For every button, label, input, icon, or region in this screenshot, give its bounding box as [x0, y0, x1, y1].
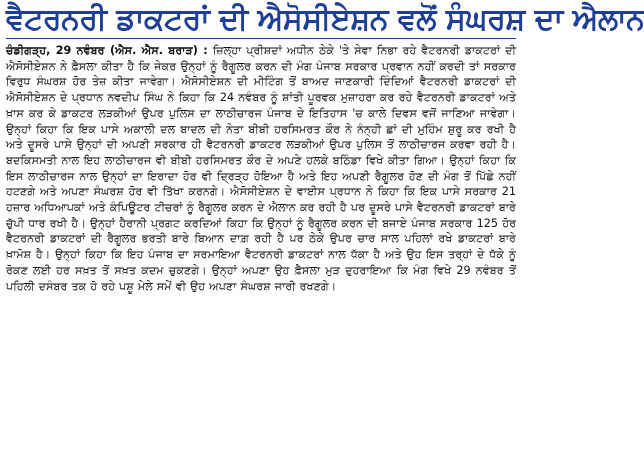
article-body-container: [6, 43, 516, 294]
headline: ਵੈਟਰਨਰੀ ਡਾਕਟਰਾਂ ਦੀ ਐਸੋਸੀਏਸ਼ਨ ਵਲੋਂ ਸੰਘਰਸ਼ ਦਾ ਐਲਾਨ: [6, 2, 644, 37]
article-body: ਜ਼ਿਲ੍ਹਾ ਪ੍ਰੀਸ਼ਦਾਂ ਅਧੀਨ ਠੇਕੇ 'ਤੇ ਸੇਵਾ ਨਿਭਾ ਰਹੇ ਵੈਟਰਨਰੀ ਡਾਕਟਰਾਂ ਦੀ ਐਸੋਸੀਏਸ਼ਨ ਨੇ ਫ਼ੈਸਲਾ ਕੀਤਾ ਹੈ ਕਿ ਜੇਕਰ ਉਨ੍ਹਾਂ ਨੂੰ ਰੈਗੂਲਰ ਕਰਨ ਦੀ ਮੰਗ ਪੰਜਾਬ ਸਰਕਾਰ ਪ੍ਰਵਾਨ ਨਹੀਂ ਕਰਦੀ ਤਾਂ ਸਰਕਾਰ ਵਿਰੁਧ ਸੰਘਰਸ਼ ਹੋਰ ਤੇਜ਼ ਕੀਤਾ ਜਾਵੇਗਾ। ਐਸੋਸੀਏਸ਼ਨ ਦੀ ਮੀਟਿੰਗ ਤੋਂ ਬਾਅਦ ਜਾਣਕਾਰੀ ਦਿੰਦਿਆਂ ਵੈਟਰਨਰੀ ਡਾਕਟਰਾਂ ਦੀ ਐਸੋਸੀਏਸ਼ਨ ਦੇ ਪ੍ਰਧਾਨ ਨਵਦੀਪ ਸਿੰਘ ਨੇ ਕਿਹਾ ਕਿ 24 ਨਵੰਬਰ ਨੂੰ ਸ਼ਾਂਤੀ ਪੂਰਵਕ ਮੁਜ਼ਾਹਰਾ ਕਰ ਰਹੇ ਵੈਟਰਨਰੀ ਡਾਕਟਰਾਂ ਅਤੇ ਖ਼ਾਸ ਕਰ ਕੇ ਡਾਕਟਰ ਲੜਕੀਆਂ ਉਪਰ ਪੁਲਿਸ ਦਾ ਲਾਠੀਚਾਰਜ ਪੰਜਾਬ ਦੇ ਇਤਿਹਾਸ 'ਚ ਕਾਲੇ ਦਿਵਸ ਵਜੋਂ ਜਾਣਿਆ ਜਾਵੇਗਾ। ਉਨ੍ਹਾਂ ਕਿਹਾ ਕਿ ਇਕ ਪਾਸੇ ਅਕਾਲੀ ਦਲ ਬਾਦਲ ਦੀ ਨੇਤਾ ਬੀਬੀ ਹਰਸਿਮਰਤ ਕੌਰ ਨੇ ਨੰਨ੍ਹੀ ਛਾਂ ਦੀ ਮੁਹਿੰਮ ਸ਼ੁਰੂ ਕਰ ਰਖੀ ਹੈ ਅਤੇ ਦੂਸਰੇ ਪਾਸੇ ਉਨ੍ਹਾਂ ਦੀ ਅਪਣੀ ਸਰਕਾਰ ਹੀ ਵੈਟਰਨਰੀ ਡਾਕਟਰ ਲੜਕੀਆਂ ਉਪਰ ਪੁਲਿਸ ਤੋਂ ਲਾਠੀਚਾਰਜ ਕਰਵਾ ਰਹੀ ਹੈ। ਬਦਕਿਸਮਤੀ ਨਾਲ ਇਹ ਲਾਠੀਚਾਰਜ ਵੀ ਬੀਬੀ ਹਰਸਿਮਰਤ ਕੌਰ ਦੇ ਅਪਣੇ ਹਲਕੇ ਬਠਿੰਡਾ ਵਿਖੇ ਕੀਤਾ ਗਿਆ। ਉਨ੍ਹਾਂ ਕਿਹਾ ਕਿ ਇਸ ਲਾਠੀਚਾਰਜ ਨਾਲ ਉਨ੍ਹਾਂ ਦਾ ਇਰਾਦਾ ਹੋਰ ਵੀ ਦ੍ਰਿੜ੍ਹ ਹੋਇਆ ਹੈ ਅਤੇ ਇਹ ਅਪਣੀ ਰੈਗੂਲਰ ਹੋਣ ਦੀ ਮੰਗ ਤੋਂ ਪਿੱਛੇ ਨਹੀਂ ਹਟਣਗੇ ਅਤੇ ਅਪਣਾ ਸੰਘਰਸ਼ ਹੋਰ ਵੀ ਤਿੱਖਾ ਕਰਨਗੇ। ਐਸੋਸੀਏਸ਼ਨ ਦੇ ਵਾਈਸ ਪ੍ਰਧਾਨ ਨੇ ਕਿਹਾ ਕਿ ਇਕ ਪਾਸੇ ਸਰਕਾਰ 21 ਹਜ਼ਾਰ ਅਧਿਆਪਕਾਂ ਅਤੇ ਕੰਪਿਊਟਰ ਟੀਚਰਾਂ ਨੂੰ ਰੈਗੂਲਰ ਕਰਨ ਦੇ ਐਲਾਨ ਕਰ ਰਹੀ ਹੈ ਪਰ ਦੂਸਰੇ ਪਾਸੇ ਵੈਟਰਨਰੀ ਡਾਕਟਰਾਂ ਬਾਰੇ ਚੁੱਪੀ ਧਾਰ ਰਖੀ ਹੈ। ਉਨ੍ਹਾਂ ਹੈਰਾਨੀ ਪ੍ਰਗਟ ਕਰਦਿਆਂ ਕਿਹਾ ਕਿ ਉਨ੍ਹਾਂ ਨੂੰ ਰੈਗੂਲਰ ਕਰਨ ਦੀ ਬਜਾਏ ਪੰਜਾਬ ਸਰਕਾਰ 125 ਹੋਰ ਵੈਟਰਨਰੀ ਡਾਕਟਰਾਂ ਦੀ ਰੈਗੂਲਰ ਭਰਤੀ ਬਾਰੇ ਬਿਆਨ ਦਾਗ਼ ਰਹੀ ਹੈ ਪਰ ਠੇਕੇ ਉਪਰ ਚਾਰ ਸਾਲ ਪਹਿਲਾਂ ਰਖੇ ਡਾਕਟਰਾਂ ਬਾਰੇ ਖ਼ਾਮੋਸ਼ ਹੈ। ਉਨ੍ਹਾਂ ਕਿਹਾ ਕਿ ਇਹ ਪੰਜਾਬ ਦਾ ਸਰਮਾਇਆ ਵੈਟਰਨਰੀ ਡਾਕਟਰਾਂ ਨਾਲ ਧੱਕਾ ਹੈ ਅਤੇ ਉਹ ਇਸ ਤਰ੍ਹਾਂ ਦੇ ਧੱਕੇ ਨੂੰ ਰੋਕਣ ਲਈ ਹਰ ਸਖ਼ਤ ਤੋਂ ਸਖ਼ਤ ਕਦਮ ਚੁਕਣਗੇ। ਉਨ੍ਹਾਂ ਅਪਣਾ ਉਹ ਫ਼ੈਸਲਾ ਮੁੜ ਦੁਹਰਾਇਆ ਕਿ ਮੰਗ ਵਿਖੇ 29 ਨਵੰਬਰ ਤੋਂ ਪਹਿਲੀ ਦਸੰਬਰ ਤਕ ਹੋ ਰਹੇ ਪਸ਼ੂ ਮੇਲੇ ਸਮੇਂ ਵੀ ਉਹ ਅਪਣਾ ਸੰਘਰਸ਼ ਜਾਰੀ ਰਖਣਗੇ।: [6, 44, 516, 293]
dateline: ਚੰਡੀਗੜ੍ਹ, 29 ਨਵੰਬਰ (ਐਸ. ਐਸ. ਬਰਾੜ) :: [6, 44, 208, 57]
